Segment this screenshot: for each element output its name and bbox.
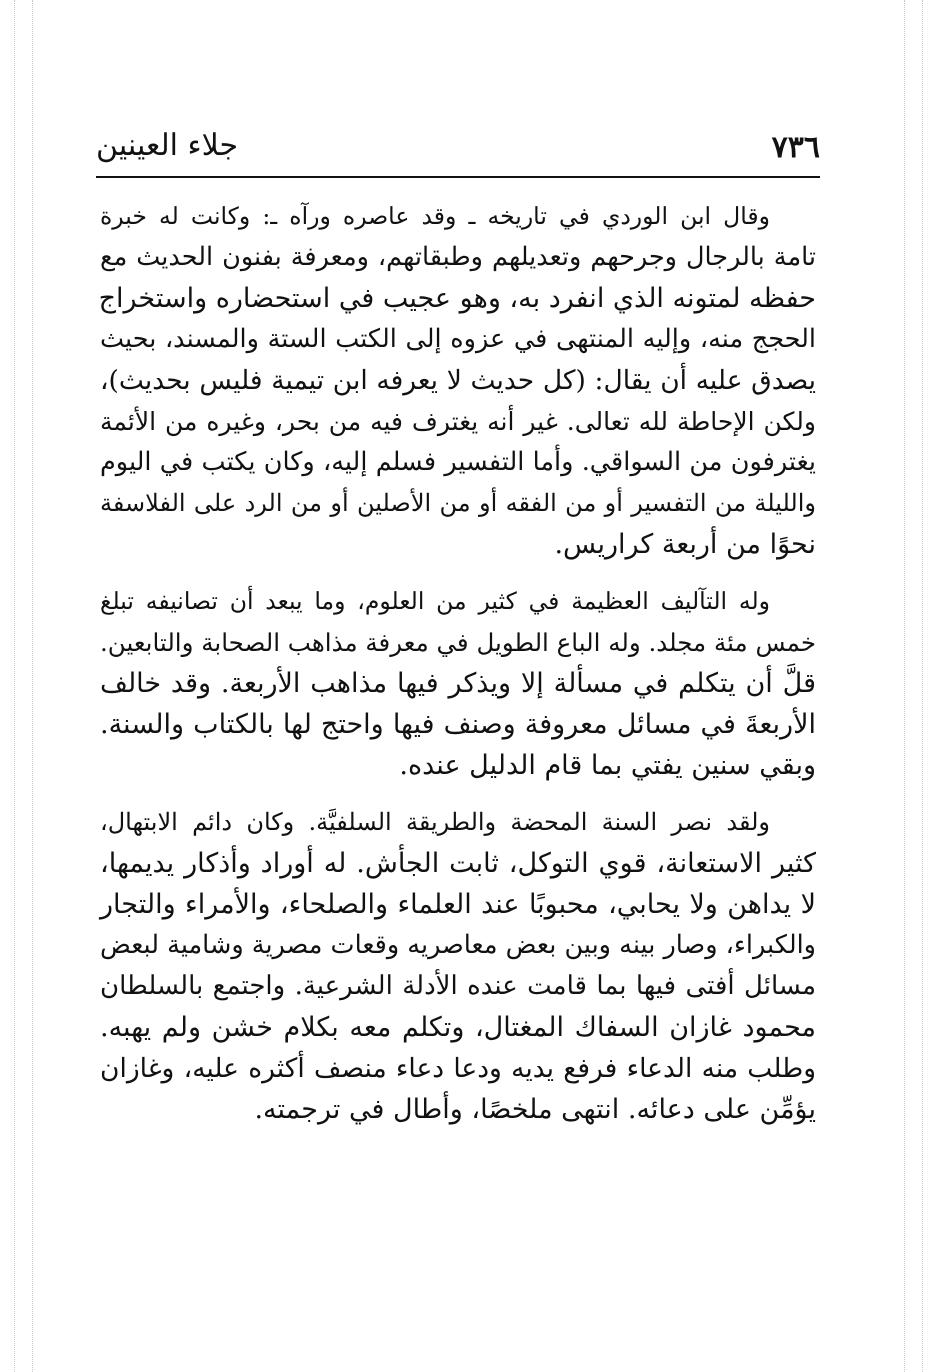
text-line: مسائل أفتى فيها بما قامت عنده الأدلة الشرعية. واجتمع بالسلطان [100,971,816,1001]
text-line: قلَّ أن يتكلم في مسألة إلا ويذكر فيها مذاهب الأربعة. وقد خالف [100,668,816,699]
margin-guide [14,0,15,1372]
margin-guide [32,0,33,1372]
text-line: نحوًا من أربعة كراريس. [554,529,816,560]
text-line: الحجج منه، وإليه المنتهى في عزوه إلى الكتب الستة والمسند، بحيث [100,324,816,354]
header-rule [96,176,820,178]
text-line: يصدق عليه أن يقال: (كل حديث لا يعرفه ابن تيمية فليس بحديث)، [100,365,816,396]
text-line: لا يداهن ولا يحابي، محبوبًا عند العلماء والصلحاء، والأمراء والتجار [100,889,816,920]
page-number: ٧٣٦ [771,130,820,165]
paragraph-1 [100,196,816,565]
text-line: يؤمِّن على دعائه. انتهى ملخصًا، وأطال في ترجمته. [254,1094,816,1125]
text-line: وبقي سنين يفتي بما قام الدليل عنده. [399,750,816,781]
text-line: محمود غازان السفاك المغتال، وتكلم معه بكلام خشن ولم يهبه. [100,1012,816,1043]
page-header [96,126,820,176]
text-line: كثير الاستعانة، قوي التوكل، ثابت الجأش. له أوراد وأذكار يديمها، [100,848,816,879]
text-line: يغترفون من السواقي. وأما التفسير فسلم إليه، وكان يكتب في اليوم [100,447,816,477]
text-line: وله التآليف العظيمة في كثير من العلوم، وما يبعد أن تصانيفه تبلغ [100,587,770,615]
margin-guide [904,0,905,1372]
text-line: والليلة من التفسير أو من الفقه أو من الأصلين أو من الرد على الفلاسفة [100,489,816,517]
text-line: تامة بالرجال وجرحهم وتعديلهم وطبقاتهم، ومعرفة بفنون الحديث مع [100,242,816,272]
text-line: الأربعةَ في مسائل معروفة وصنف فيها واحتج لها بالكتاب والسنة. [100,709,816,740]
text-line: ولكن الإحاطة لله تعالى. غير أنه يغترف فيه من بحر، وغيره من الأئمة [100,407,816,436]
text-line: ولقد نصر السنة المحضة والطريقة السلفيَّة. وكان دائم الابتهال، [100,808,770,836]
margin-guide [922,0,923,1372]
text-line: والكبراء، وصار بينه وبين بعض معاصريه وقعات مصرية وشامية لبعض [100,930,816,960]
text-line: حفظه لمتونه الذي انفرد به، وهو عجيب في استحضاره واستخراج [98,283,816,314]
paragraph-2 [100,581,816,786]
text-line: خمس مئة مجلد. وله الباع الطويل في معرفة مذاهب الصحابة والتابعين. [100,628,816,657]
body-text [100,196,816,1146]
text-line: وقال ابن الوردي في تاريخه ـ وقد عاصره ورآه ـ: وكانت له خبرة [100,202,770,230]
paragraph-3 [100,802,816,1130]
text-line: وطلب منه الدعاء فرفع يديه ودعا دعاء منصف أكثره عليه، وغازان [100,1053,816,1084]
running-title: جلاء العينين [96,128,239,163]
